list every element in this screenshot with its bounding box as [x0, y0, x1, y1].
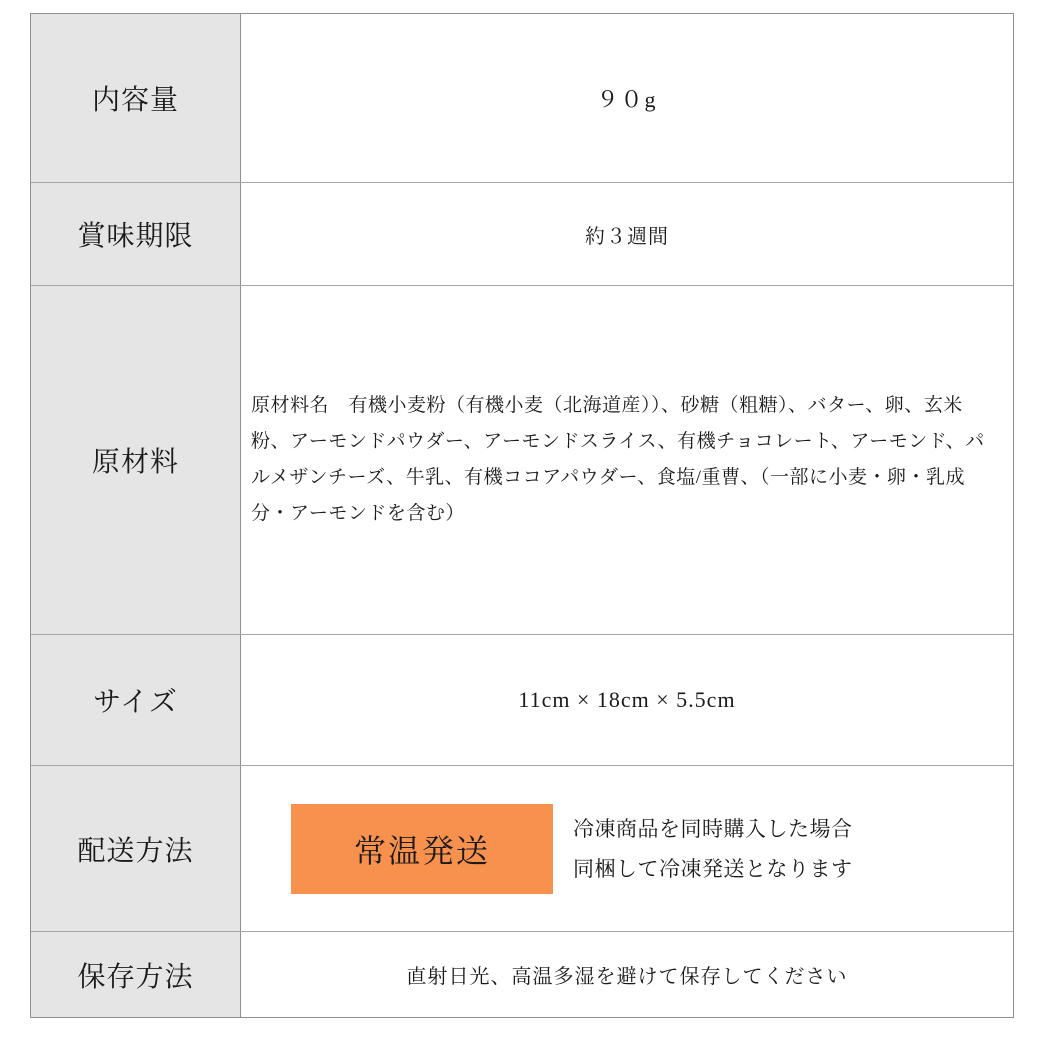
ingredients-label: 原材料 — [31, 286, 241, 634]
shipping-method-badge: 常温発送 — [291, 804, 553, 894]
table-row-storage — [31, 932, 1013, 1017]
contents-label: 内容量 — [31, 14, 241, 182]
shipping-label: 配送方法 — [31, 766, 241, 931]
expiry-value: 約３週間 — [585, 225, 669, 248]
expiry-label: 賞味期限 — [31, 183, 241, 285]
shipping-note-line-2: 同梱して冷凍発送となります — [573, 856, 853, 881]
shipping-note — [573, 809, 853, 889]
table-row-expiry — [31, 183, 1013, 286]
storage-value: 直射日光、高温多湿を避けて保存してください — [406, 966, 848, 988]
size-value: 11cm × 18cm × 5.5cm — [518, 687, 736, 712]
size-label: サイズ — [31, 635, 241, 765]
table-row-size — [31, 635, 1013, 766]
storage-label: 保存方法 — [31, 932, 241, 1017]
product-spec-table — [30, 13, 1014, 1018]
ingredients-value: 原材料名 有機小麦粉（有機小麦（北海道産））、砂糖（粗糖）、バター、卵、玄米粉、アーモンドパウダー、アーモンドスライス、有機チョコレート、アーモンド、パルメザンチーズ、牛乳、有機ココアパウダー、食塩/重曹、（一部に小麦・卵・乳成分・アーモンドを含む） — [251, 395, 985, 524]
table-row-shipping — [31, 766, 1013, 932]
shipping-note-line-1: 冷凍商品を同時購入した場合 — [573, 816, 853, 841]
table-row-contents — [31, 14, 1013, 183]
shipping-value — [241, 766, 1013, 931]
contents-value: ９０g — [596, 86, 658, 112]
table-row-ingredients — [31, 286, 1013, 635]
